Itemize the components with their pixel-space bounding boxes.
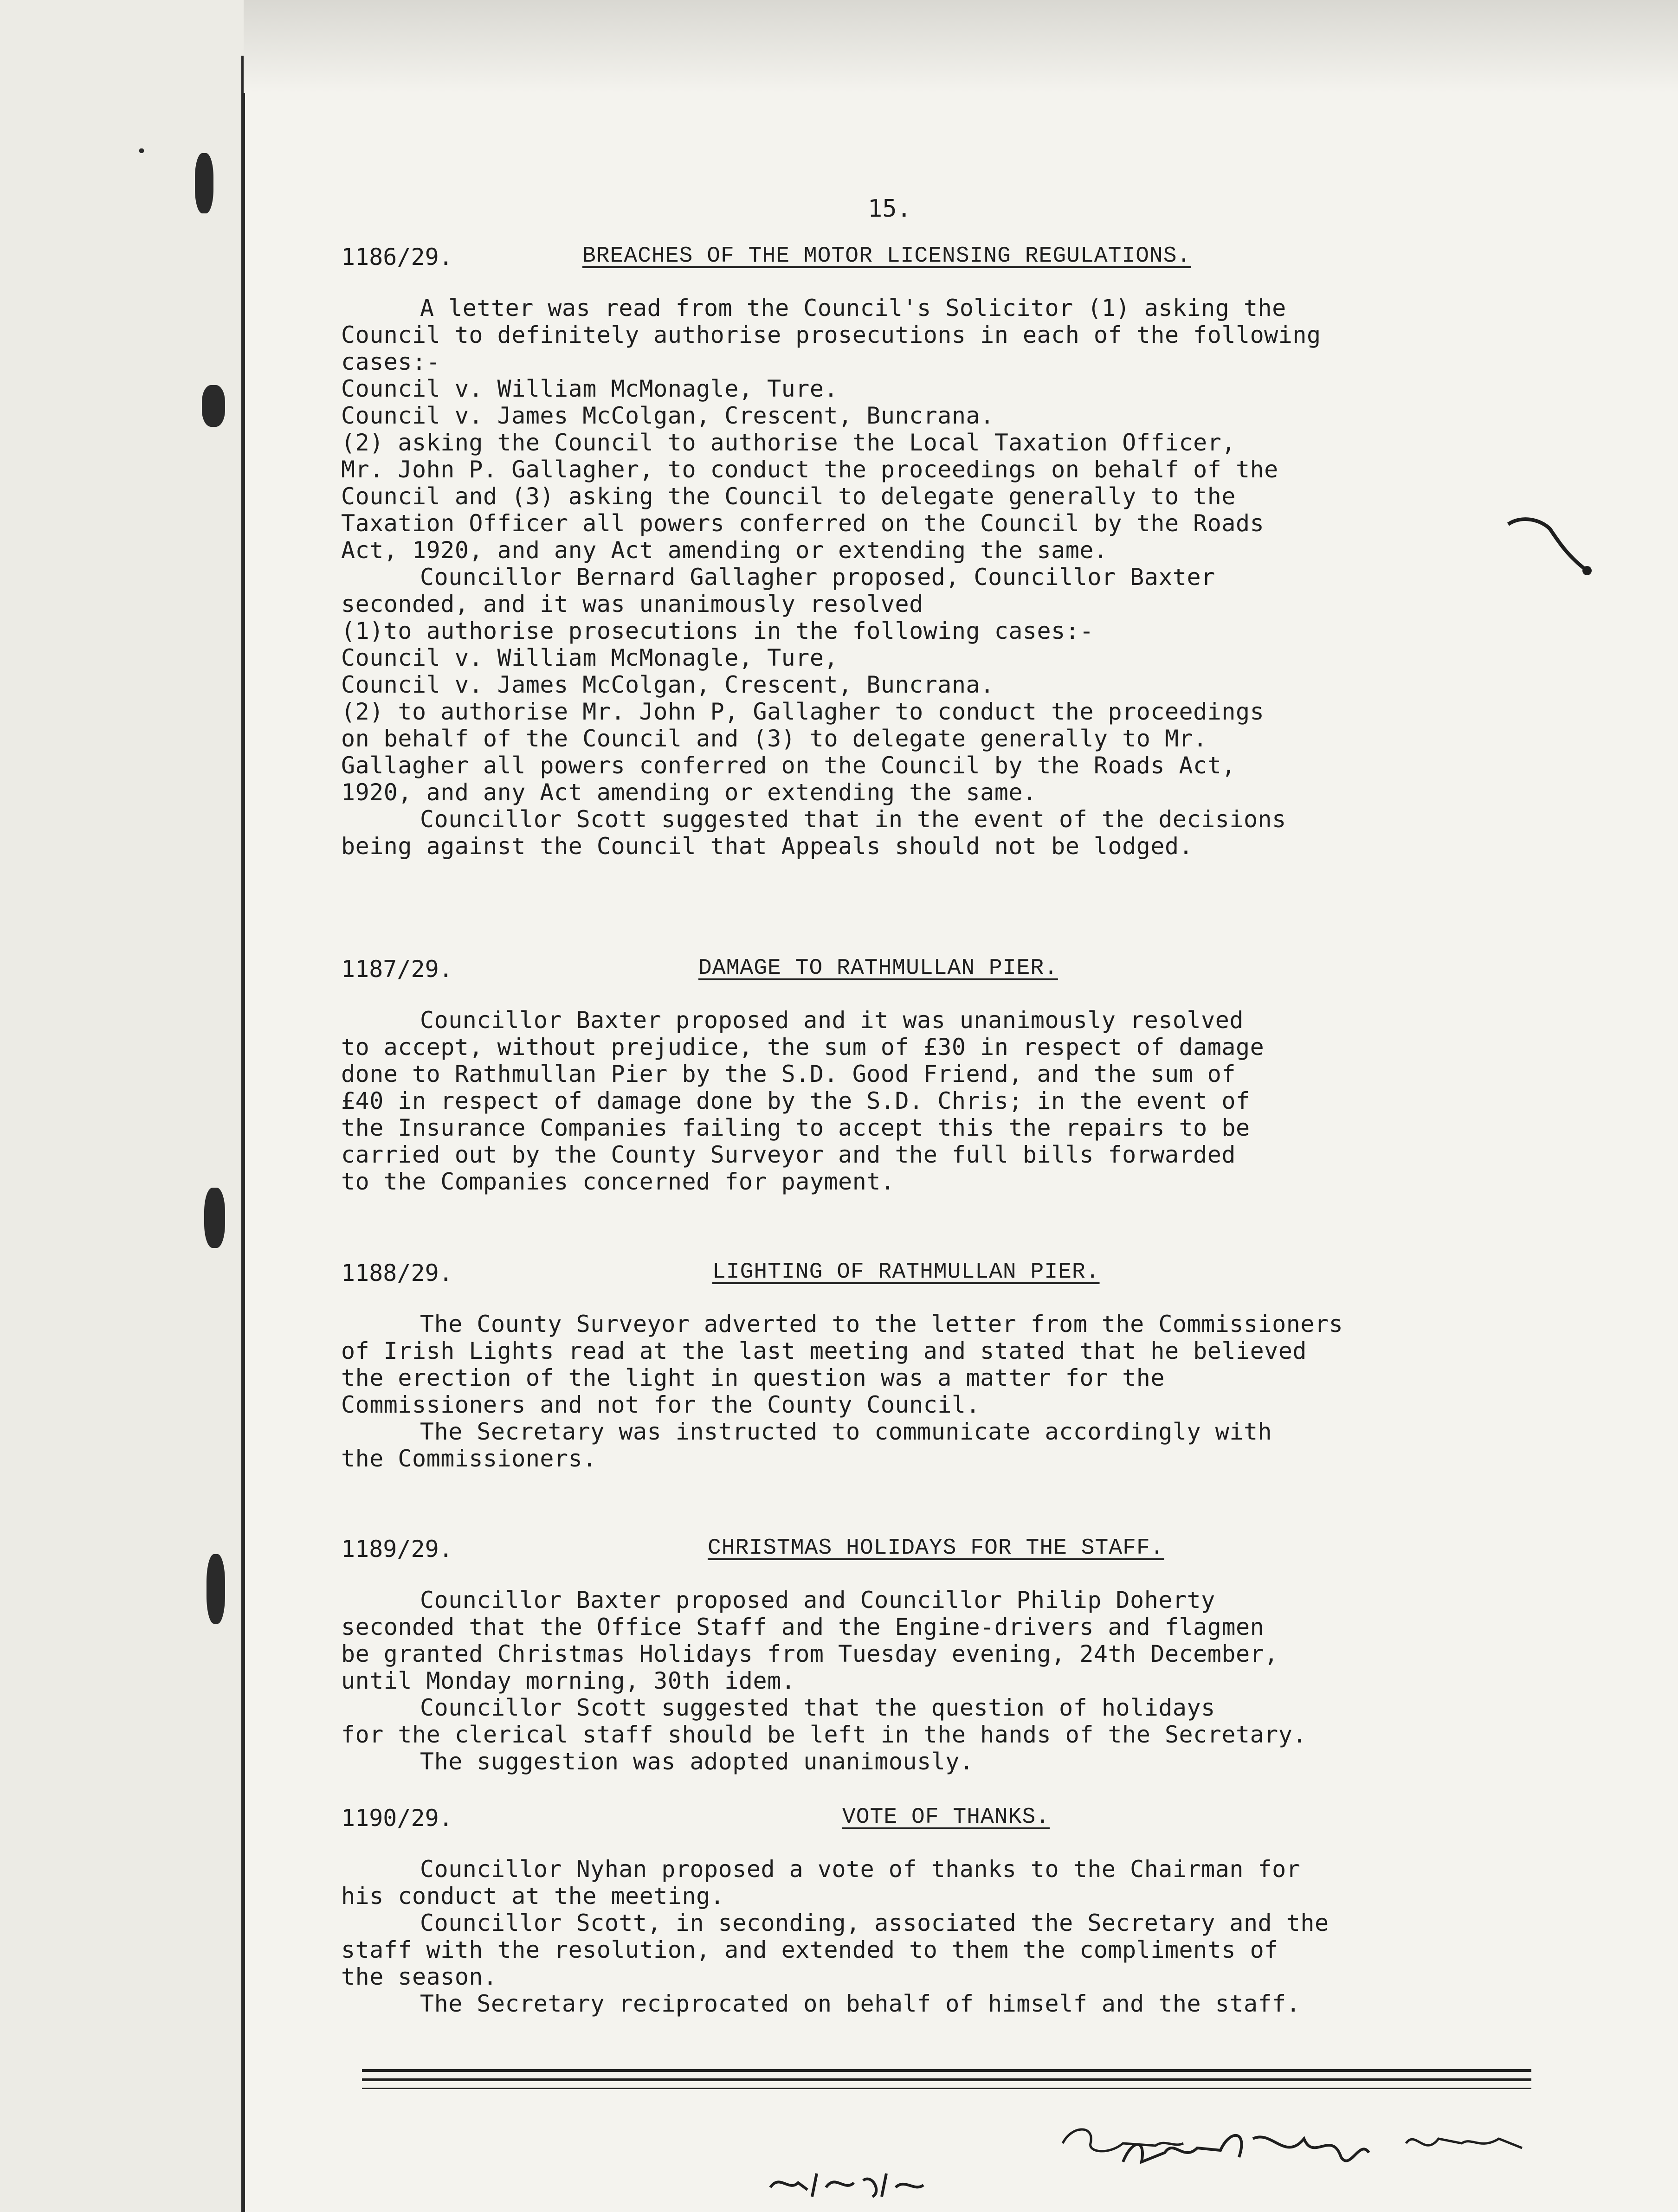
minute-item-header <box>341 244 1640 276</box>
minute-line: The County Surveyor adverted to the letter from the Commissioners <box>420 1311 1343 1337</box>
minute-body <box>341 1587 1640 1775</box>
minute-item <box>341 956 1640 1195</box>
signature-stroke <box>1063 2129 1183 2151</box>
page-top-edge <box>244 0 1678 93</box>
margin-mark <box>1504 506 1596 580</box>
minute-line: Council v. James McColgan, Crescent, Buncrana. <box>341 402 994 429</box>
minute-line: the erection of the light in question was a matter for the <box>341 1364 1165 1391</box>
minute-number: 1190/29. <box>341 1805 453 1832</box>
minute-title: CHRISTMAS HOLIDAYS FOR THE STAFF. <box>708 1536 1164 1561</box>
minute-line: to accept, without prejudice, the sum of £30 in respect of damage <box>341 1034 1265 1061</box>
page-number: 15. <box>868 195 911 223</box>
minute-line: seconded, and it was unanimously resolved <box>341 591 923 617</box>
page-fold <box>241 56 245 2212</box>
minute-line: £40 in respect of damage done by the S.D. Chris; in the event of <box>341 1087 1250 1114</box>
signature-stroke <box>1253 2137 1369 2161</box>
margin-mark-stroke <box>1508 519 1587 571</box>
minute-body <box>341 1311 1640 1472</box>
minute-number: 1189/29. <box>341 1536 453 1563</box>
minute-item <box>341 1260 1640 1472</box>
minute-line: Gallagher all powers conferred on the Council by the Roads Act, <box>341 752 1236 779</box>
minute-body <box>341 1856 1640 2017</box>
minute-line: Councillor Baxter proposed and Councillor Philip Doherty <box>420 1587 1215 1614</box>
minute-line: The Secretary was instructed to communicate accordingly with <box>420 1418 1272 1445</box>
minutes-page <box>251 84 1678 2212</box>
minute-line: Taxation Officer all powers conferred on the Council by the Roads <box>341 510 1265 537</box>
minute-item-header <box>341 1536 1640 1568</box>
minute-line: done to Rathmullan Pier by the S.D. Good Friend, and the sum of <box>341 1061 1236 1087</box>
binding-stain <box>139 148 144 153</box>
minute-line: The Secretary reciprocated on behalf of himself and the staff. <box>420 1990 1301 2017</box>
footer-rule <box>362 2088 1531 2089</box>
minute-line: 1920, and any Act amending or extending the same. <box>341 779 1037 806</box>
minute-line: Council v. James McColgan, Crescent, Buncrana. <box>341 671 994 698</box>
minute-line: for the clerical staff should be left in the hands of the Secretary. <box>341 1721 1307 1748</box>
signature-stroke <box>1123 2135 1241 2162</box>
minute-line: until Monday morning, 30th idem. <box>341 1667 796 1694</box>
minute-line: carried out by the County Surveyor and the full bills forwarded <box>341 1141 1236 1168</box>
minute-item-header <box>341 1260 1640 1292</box>
minute-line: to the Companies concerned for payment. <box>341 1168 895 1195</box>
minute-line: staff with the resolution, and extended to them the compliments of <box>341 1936 1278 1963</box>
minute-body <box>341 295 1640 860</box>
minute-number: 1187/29. <box>341 956 453 983</box>
minute-title: LIGHTING OF RATHMULLAN PIER. <box>712 1260 1100 1285</box>
minute-line: Councillor Bernard Gallagher proposed, Councillor Baxter <box>420 564 1215 591</box>
minute-title: VOTE OF THANKS. <box>842 1805 1050 1830</box>
minute-line: Councillor Nyhan proposed a vote of thanks to the Chairman for <box>420 1856 1301 1883</box>
chairman-signature <box>1053 2111 1527 2176</box>
binding-stain <box>195 153 213 213</box>
minute-line: of Irish Lights read at the last meeting and stated that he believed <box>341 1337 1307 1364</box>
minute-item <box>341 1805 1640 2017</box>
minute-item-header <box>341 1805 1640 1837</box>
minute-line: Council to definitely authorise prosecutions in each of the following <box>341 322 1321 348</box>
minute-line: Council v. William McMonagle, Ture, <box>341 644 839 671</box>
minute-line: the Commissioners. <box>341 1445 597 1472</box>
footer-rule <box>362 2078 1531 2081</box>
minute-line: Mr. John P. Gallagher, to conduct the proceedings on behalf of the <box>341 456 1278 483</box>
minute-line: his conduct at the meeting. <box>341 1883 725 1910</box>
minute-line: Councillor Scott, in seconding, associated the Secretary and the <box>420 1910 1329 1936</box>
minute-line: Councillor Scott suggested that the question of holidays <box>420 1694 1215 1721</box>
binding-stain <box>207 1554 225 1624</box>
binding-margin <box>0 0 244 2212</box>
footer-rule <box>362 2069 1531 2072</box>
minute-line: be granted Christmas Holidays from Tuesday evening, 24th December, <box>341 1640 1278 1667</box>
minute-item <box>341 1536 1640 1775</box>
binding-stain <box>204 1188 225 1248</box>
minute-item-header <box>341 956 1640 988</box>
minute-line: being against the Council that Appeals should not be lodged. <box>341 833 1194 860</box>
handwritten-date <box>766 2164 942 2201</box>
minute-line: on behalf of the Council and (3) to delegate generally to Mr. <box>341 725 1207 752</box>
minute-line: (2) asking the Council to authorise the Local Taxation Officer, <box>341 429 1236 456</box>
minute-number: 1188/29. <box>341 1260 453 1286</box>
minute-title: DAMAGE TO RATHMULLAN PIER. <box>698 956 1058 981</box>
minute-line: cases:- <box>341 348 441 375</box>
minute-line: Act, 1920, and any Act amending or extending the same. <box>341 537 1108 564</box>
minute-body <box>341 1007 1640 1195</box>
minute-line: Councillor Scott suggested that in the event of the decisions <box>420 806 1286 833</box>
minute-line: A letter was read from the Council's Solicitor (1) asking the <box>420 295 1286 322</box>
minute-number: 1186/29. <box>341 244 453 270</box>
minute-item <box>341 244 1640 860</box>
minute-line: (2) to authorise Mr. John P, Gallagher to conduct the proceedings <box>341 698 1265 725</box>
minute-line: the season. <box>341 1963 497 1990</box>
date-stroke <box>770 2173 923 2197</box>
minute-line: Council v. William McMonagle, Ture. <box>341 375 839 402</box>
signature-stroke <box>1406 2139 1522 2148</box>
minute-title: BREACHES OF THE MOTOR LICENSING REGULATIONS. <box>582 244 1191 269</box>
binding-stain <box>202 385 225 427</box>
minute-line: Commissioners and not for the County Council. <box>341 1391 981 1418</box>
minute-line: The suggestion was adopted unanimously. <box>420 1748 974 1775</box>
minute-line: Councillor Baxter proposed and it was unanimously resolved <box>420 1007 1244 1034</box>
minute-line: Council and (3) asking the Council to delegate generally to the <box>341 483 1236 510</box>
minute-line: the Insurance Companies failing to accept this the repairs to be <box>341 1114 1250 1141</box>
margin-mark-dot <box>1582 566 1592 575</box>
minute-line: (1)to authorise prosecutions in the following cases:- <box>341 617 1094 644</box>
minute-line: seconded that the Office Staff and the Engine-drivers and flagmen <box>341 1614 1265 1640</box>
